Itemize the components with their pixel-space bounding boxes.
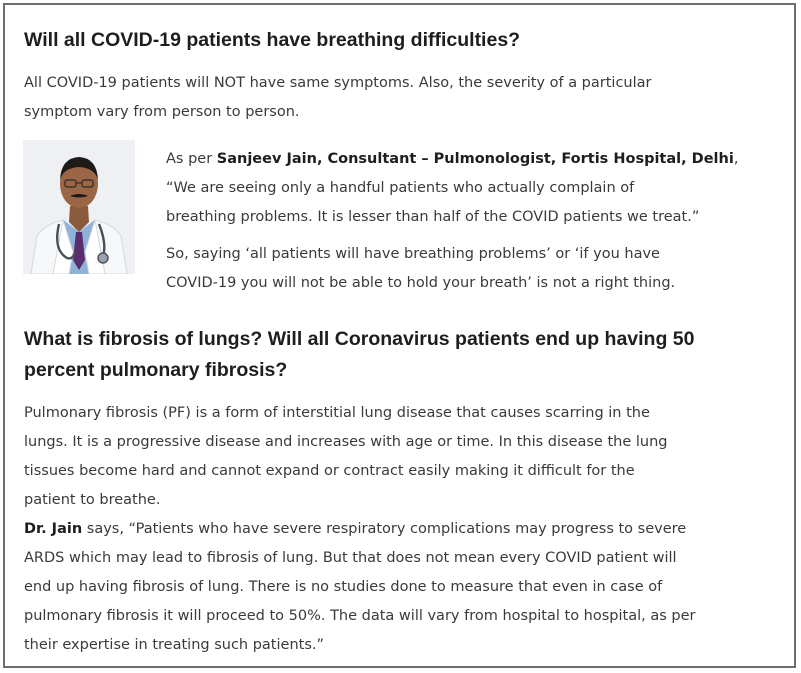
doctor-photo: [23, 140, 135, 274]
jain-line-4: pulmonary fibrosis it will proceed to 50%. The data will vary from hospital to hospital, as per: [24, 608, 696, 624]
section-heading-breathing: Will all COVID-19 patients have breathing difficulties?: [24, 29, 521, 51]
section-heading-fibrosis-line-2: percent pulmonary fibrosis?: [24, 359, 288, 381]
fibrosis-para-line-1: Pulmonary fibrosis (PF) is a form of interstitial lung disease that causes scarring in the: [24, 405, 650, 421]
jain-line-2: ARDS which may lead to fibrosis of lung. But that does not mean every COVID patient will: [24, 550, 677, 566]
quote-line-1: [166, 145, 776, 174]
quote-line-3: breathing problems. It is lesser than half of the COVID patients we treat.”: [166, 209, 700, 225]
doctor-portrait-image: [23, 140, 135, 274]
conclusion-line-1: So, saying ‘all patients will have breathing problems’ or ‘if you have: [166, 246, 660, 262]
jain-line-3: end up having fibrosis of lung. There is no studies done to measure that even in case of: [24, 579, 663, 595]
quote-speaker: Sanjeev Jain, Consultant – Pulmonologist, Fortis Hospital, Delhi: [216, 151, 734, 167]
fibrosis-para-line-4: patient to breathe.: [24, 492, 161, 508]
intro-line-1: All COVID-19 patients will NOT have same symptoms. Also, the severity of a particular: [24, 75, 652, 91]
intro-line-2: symptom vary from person to person.: [24, 104, 300, 120]
jain-line-1: [24, 515, 784, 544]
quote-line-2: “We are seeing only a handful patients who actually complain of: [166, 180, 635, 196]
conclusion-line-2: COVID-19 you will not be able to hold your breath’ is not a right thing.: [166, 275, 676, 291]
jain-line-1-rest: says, “Patients who have severe respiratory complications may progress to severe: [82, 521, 687, 537]
fibrosis-para-line-3: tissues become hard and cannot expand or contract easily making it difficult for the: [24, 463, 635, 479]
article-frame: [3, 3, 796, 668]
fibrosis-para-line-2: lungs. It is a progressive disease and increases with age or time. In this disease the lung: [24, 434, 668, 450]
section-heading-fibrosis-line-1: What is fibrosis of lungs? Will all Coronavirus patients end up having 50: [24, 328, 695, 350]
quote-after-speaker: ,: [733, 151, 739, 167]
jain-line-5: their expertise in treating such patients.”: [24, 637, 324, 653]
jain-name: Dr. Jain: [24, 521, 83, 537]
quote-lead-in: As per: [166, 151, 217, 167]
